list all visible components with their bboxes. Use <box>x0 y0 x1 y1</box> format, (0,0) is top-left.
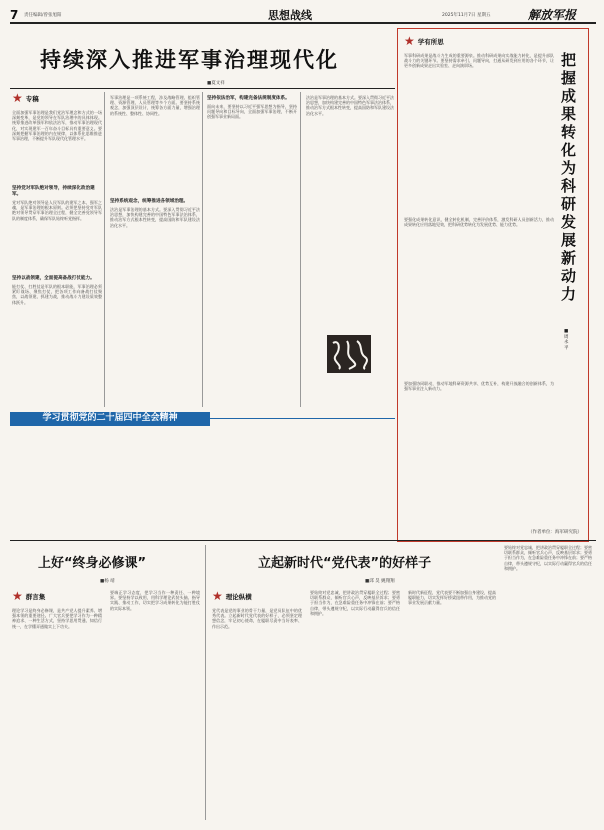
bottom-right-col-3 <box>408 590 496 810</box>
sidebar-box <box>397 28 589 542</box>
main-col-4 <box>306 95 394 255</box>
main-para-1: 全面加强军事治理是我们党治军理念和方式的一场深刻变革，是党的领导在军队治理中的具体体现。统筹推进改革强军和依法治军，推动军事治理现代化，对实现建军一百年奋斗目标具有重要意义。要深刻把握军事治理的内在规律，以体系化思维推进军事治理，不断提升军队现代化管理水平。 <box>12 110 102 142</box>
bottom-left-para-2: 要端正学习态度，把学习当作一种责任、一种境界。要坚持学以致用，用科学理论武装头脑、指导实践、推动工作，切实把学习成果转化为能打胜仗的实际本领。 <box>110 590 200 611</box>
bottom-right-para-2: 要始终对党忠诚，把讲政治贯穿履职全过程；要密切联系群众，倾听官兵心声，反映基层诉求；要勇于担当作为，在急难险重任务中冲锋在前；要严格自律，带头遵规守纪，以实际行动赢得官兵的信任和拥护。 <box>310 590 400 616</box>
main-col-2 <box>110 95 200 327</box>
col-divider <box>205 545 206 820</box>
main-subhead-3: 坚持系统观念，统筹推进各领域治理。 <box>110 199 189 204</box>
main-para-3: 能打仗、打胜仗是军队的根本职能，军事治理必须紧盯战场、聚焦打仗，把各项工作向备战打仗聚焦，以战领建、抓建为战，推动战斗力建设质效整体跃升。 <box>12 284 102 305</box>
bottom-left-para-1: 理论学习是终身必修课，是共产党人提升素养、增强本领的重要途径。广大官兵要把学习作为一种精神追求、一种生活方式，坚持学思用贯通、知信行统一，在学懂弄通做实上下功夫。 <box>12 608 102 629</box>
star-icon: ★ <box>12 91 23 105</box>
main-para-2: 党对军队绝对领导是人民军队的建军之本、强军之魂，是军事治理的根本原则。必须把坚持党对军队绝对领导贯穿军事治理全过程，健全完善党领导军队的制度体系，确保军队始终听党指挥。 <box>12 200 102 221</box>
main-col-1 <box>12 110 102 374</box>
page-number: 7 <box>10 8 19 22</box>
banner-rule <box>210 418 395 419</box>
sidebar-column-label: 学有所思 <box>417 37 444 46</box>
title-rule <box>10 88 395 89</box>
header-rule <box>10 22 596 24</box>
main-subhead-4: 坚持依法治军，构建完备法规制度体系。 <box>207 96 290 101</box>
col-divider <box>104 92 105 407</box>
col-divider <box>202 92 203 407</box>
editor-credit: 责任编辑/曾张旭阳 <box>24 13 62 18</box>
sidebar-footer: （作者单位：海军研究院） <box>528 530 582 535</box>
calligraphy-icon <box>327 335 371 373</box>
main-para-7: 法治是军事治理的基本方式。要深入贯彻习近平法治思想，加快构建完善的中国特色军事法治体系，推动治军方式根本性转变，提高国防和军队建设法治化水平。 <box>306 95 394 116</box>
bottom-right-para-4: 要始终对党忠诚，把讲政治贯穿履职全过程；要密切联系群众，倾听官兵心声，反映基层诉求；要勇于担当作为，在急难险重任务中冲锋在前；要严格自律，带头遵规守纪，以实际行动赢得官兵的信任和拥护。 <box>504 545 592 571</box>
bottom-left-col-1 <box>12 608 102 808</box>
bottom-left-author: ■杨 靖 <box>100 579 115 584</box>
sidebar-body-2: 要强化成果转化意识，健全转化机制，完善评价体系，激发科研人员创新活力，推动成果转化应用落地见效，把科研优势转化为发展优势、能力优势。 <box>404 217 554 228</box>
main-article-title: 持续深入推进军事治理现代化 <box>40 48 339 72</box>
masthead-logo: 解放军报 <box>528 8 577 22</box>
star-icon: ★ <box>212 589 223 603</box>
bottom-right-col-4 <box>504 545 592 810</box>
star-icon: ★ <box>12 589 23 603</box>
sidebar-body-3: 要加强协同联动，推动军地科研资源共享、优势互补，构建开放融合的创新体系，为强军事业注入新动力。 <box>404 381 554 392</box>
calligraphy-artwork <box>327 335 371 373</box>
star-icon: ★ <box>404 34 415 48</box>
campaign-banner: 学习贯彻党的二十届四中全会精神 <box>10 412 210 426</box>
main-para-4: 军事治理是一项系统工程，涉及战略管理、组织管理、资源管理、人员管理等多个方面。要坚持系统观念，加强顶层设计，统筹各方面力量，增强治理的系统性、整体性、协同性。 <box>110 95 200 116</box>
main-subhead-2: 坚持以战领建，全面提高备战打仗能力。 <box>12 276 95 281</box>
bottom-left-section-label: 群言集 <box>25 592 46 601</box>
bottom-left-tag <box>12 590 45 602</box>
main-section-tag <box>12 92 39 104</box>
issue-date: 2025年11月7日 星期五 <box>442 13 491 18</box>
bottom-right-col-2 <box>310 590 400 810</box>
sidebar-body-1: 军事科研成果是战斗力生成的重要源泉。推动科研成果向实战能力转化，是提升部队战斗力的关键环节。要坚持需求牵引、问题导向，打通从研发到应用的各个环节，让更多创新成果走出实验室、走向演训场。 <box>404 53 554 69</box>
bottom-right-para-3: 新时代新征程，党代表要不断加强自身建设，提高履职能力，切实发挥好桥梁纽带作用，为推动党的事业发展贡献力量。 <box>408 590 496 606</box>
bottom-left-col-2 <box>110 590 200 810</box>
bottom-right-tag <box>212 590 252 602</box>
sidebar-text-col <box>404 53 554 531</box>
bottom-right-section-label: 理论纵横 <box>225 592 252 601</box>
main-col-3 <box>207 95 297 244</box>
page-header <box>10 6 596 22</box>
bottom-right-para-1: 党代表是党的事业的骨干力量，是党员队伍中的优秀代表。立起新时代党代表的好样子，必须坚定理想信念，牢记初心使命，在履职尽责中当好表率、作出示范。 <box>212 608 302 629</box>
section-name: 思想战线 <box>268 9 312 22</box>
main-para-5: 法治是军事治理的基本方式。要深入贯彻习近平法治思想，加快构建完善的中国特色军事法治体系，推动治军方式根本性转变，提高国防和军队建设法治化水平。 <box>110 207 200 228</box>
main-article-author: ■夏文祥 <box>207 81 225 86</box>
bottom-left-title: 上好“终身必修课” <box>38 556 147 571</box>
col-divider <box>300 92 301 407</box>
bottom-right-col-1 <box>212 608 302 808</box>
sidebar-column-tag <box>404 35 444 47</box>
main-section-label: 专稿 <box>25 94 39 103</box>
section-rule <box>10 540 596 541</box>
bottom-right-author: ■邱 昊 姚翔翔 <box>365 579 395 584</box>
main-subhead-1: 坚持党对军队绝对领导，持续深化政治建军。 <box>12 186 95 197</box>
sidebar-title: 把握成果转化为科研发展新动力 <box>561 51 577 303</box>
sidebar-author: ■周永平 <box>564 329 569 351</box>
bottom-right-title: 立起新时代“党代表”的好样子 <box>258 556 432 571</box>
main-para-6: 面向未来，要坚持以习近平强军思想为指导，坚持问题导向和目标导向，全面加强军事治理，不断开创强军事业新局面。 <box>207 104 297 120</box>
